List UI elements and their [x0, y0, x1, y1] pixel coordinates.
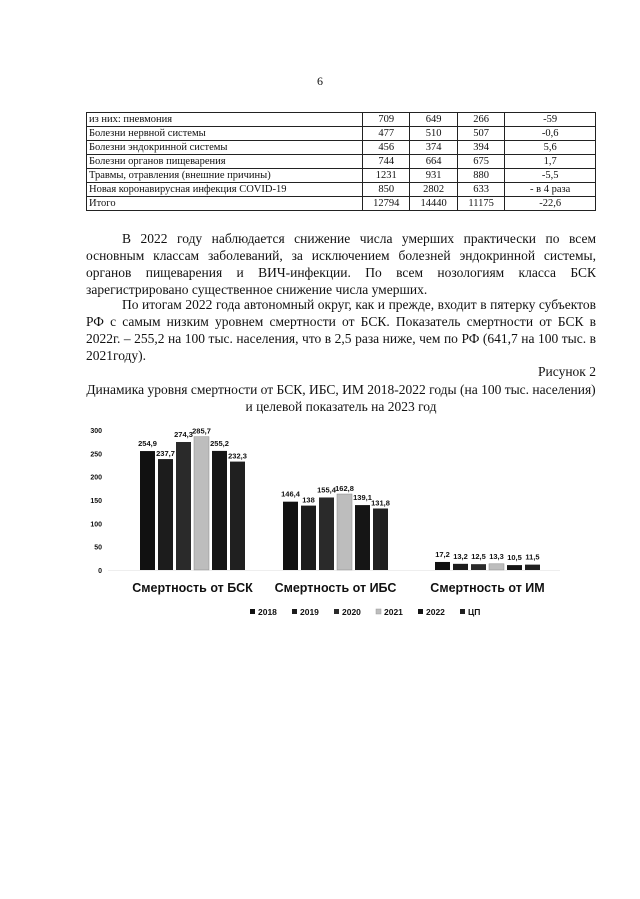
value-cell: 675	[457, 155, 504, 169]
data-label: 254,9	[138, 439, 157, 449]
legend-label: 2021	[384, 607, 403, 617]
data-label: 138	[302, 495, 315, 505]
change-cell: -0,6	[505, 127, 596, 141]
value-cell: 664	[410, 155, 457, 169]
paragraph-1-text: В 2022 году наблюдается снижение числа умерших практически по всем основным классам заболеваний, за исключением болезней эндокринной системы, органов пищеварения и ВИЧ-инфекции. По всем нозологиям класса БСК зарегистрировано существенное снижение числа умерших.	[86, 231, 596, 297]
bar-2018	[140, 451, 155, 570]
y-tick-label: 200	[90, 474, 102, 482]
y-tick-label: 250	[90, 451, 102, 459]
value-cell: 850	[363, 183, 410, 197]
change-cell: 5,6	[505, 141, 596, 155]
data-label: 13,2	[453, 551, 468, 561]
row-name: Болезни нервной системы	[87, 127, 363, 141]
legend-label: ЦП	[468, 607, 481, 617]
data-label: 10,5	[507, 553, 522, 563]
bar-2018	[435, 562, 450, 570]
row-name: Болезни эндокринной системы	[87, 141, 363, 155]
value-cell: 11175	[457, 197, 504, 211]
y-tick-label: 100	[90, 521, 102, 529]
paragraph-2	[86, 296, 596, 364]
figure-title: Динамика уровня смертности от БСК, ИБС, ИМ 2018-2022 годы (на 100 тыс. населения) и целевой показатель на 2023 год	[86, 382, 596, 414]
paragraph-1	[86, 230, 596, 298]
value-cell: 510	[410, 127, 457, 141]
mortality-table	[86, 112, 596, 211]
value-cell: 477	[363, 127, 410, 141]
value-cell: 709	[363, 113, 410, 127]
category-label: Смертность от ИБС	[274, 581, 397, 595]
bar-2020	[176, 442, 191, 570]
category-label: Смертность от ИМ	[430, 581, 545, 595]
page-number: 6	[317, 74, 323, 88]
value-cell: 14440	[410, 197, 457, 211]
category-label: Смертность от БСК	[132, 581, 253, 595]
table-row	[87, 113, 596, 127]
row-name: Травмы, отравления (внешние причины)	[87, 169, 363, 183]
legend-label: 2019	[300, 607, 319, 617]
row-name: из них: пневмония	[87, 113, 363, 127]
data-label: 232,3	[228, 451, 247, 461]
bar-2020	[319, 497, 334, 570]
paragraph-2-text: По итогам 2022 года автономный округ, как и прежде, входит в пятерку субъектов РФ с самым низким уровнем смертности от БСК. Показатель смертности от БСК в 2022г. – 255,2 на 100 тыс. населения, что в 2,5 раза ниже, чем по РФ (641,7 на 100 тыс. в 2021году).	[86, 297, 596, 363]
value-cell: 2802	[410, 183, 457, 197]
data-label: 146,4	[281, 489, 300, 499]
legend-swatch	[292, 609, 297, 614]
row-name: Итого	[87, 197, 363, 211]
bar-2019	[158, 459, 173, 570]
data-label: 162,8	[335, 484, 354, 494]
bar-2022	[212, 451, 227, 570]
y-tick-label: 150	[90, 498, 102, 505]
data-label: 274,3	[174, 429, 193, 439]
data-label: 13,3	[489, 551, 504, 561]
data-label: 17,2	[435, 549, 450, 559]
value-cell: 744	[363, 155, 410, 169]
table-row	[87, 155, 596, 169]
bar-2019	[301, 506, 316, 570]
value-cell: 633	[457, 183, 504, 197]
mortality-bar-chart	[80, 420, 570, 630]
bar-цп	[373, 508, 388, 570]
row-name: Болезни органов пищеварения	[87, 155, 363, 169]
change-cell: 1,7	[505, 155, 596, 169]
legend-label: 2022	[426, 607, 445, 617]
bar-2020	[471, 564, 486, 570]
data-label: 12,5	[471, 552, 486, 562]
value-cell: 1231	[363, 169, 410, 183]
table-row	[87, 183, 596, 197]
change-cell: -22,6	[505, 197, 596, 211]
legend-swatch	[376, 609, 381, 614]
data-label: 285,7	[192, 426, 211, 436]
value-cell: 394	[457, 141, 504, 155]
legend-label: 2018	[258, 607, 277, 617]
value-cell: 931	[410, 169, 457, 183]
table-row	[87, 197, 596, 211]
table-row	[87, 169, 596, 183]
data-label: 237,7	[156, 449, 175, 459]
value-cell: 266	[457, 113, 504, 127]
bar-2021	[489, 564, 504, 570]
bar-2021	[337, 494, 352, 570]
value-cell: 880	[457, 169, 504, 183]
legend-label: 2020	[342, 607, 361, 617]
data-label: 11,5	[525, 552, 540, 562]
change-cell: -5,5	[505, 169, 596, 183]
data-label: 139,1	[353, 493, 372, 503]
y-tick-label: 50	[94, 544, 102, 552]
change-cell: -59	[505, 113, 596, 127]
bar-цп	[230, 462, 245, 570]
legend-swatch	[418, 609, 423, 614]
value-cell: 456	[363, 141, 410, 155]
legend-swatch	[250, 609, 255, 614]
figure-label: Рисунок 2	[538, 364, 596, 379]
y-tick-label: 0	[98, 568, 102, 575]
y-tick-label: 300	[90, 428, 102, 435]
row-name: Новая коронавирусная инфекция COVID-19	[87, 183, 363, 197]
table-row	[87, 127, 596, 141]
bar-2021	[194, 437, 209, 570]
table-row	[87, 141, 596, 155]
change-cell: - в 4 раза	[505, 183, 596, 197]
bar-цп	[525, 565, 540, 570]
data-label: 131,8	[371, 498, 390, 508]
value-cell: 374	[410, 141, 457, 155]
legend-swatch	[460, 609, 465, 614]
legend-swatch	[334, 609, 339, 614]
bar-2022	[355, 505, 370, 570]
bar-2022	[507, 565, 522, 570]
bar-2019	[453, 564, 468, 570]
value-cell: 507	[457, 127, 504, 141]
value-cell: 12794	[363, 197, 410, 211]
value-cell: 649	[410, 113, 457, 127]
bar-2018	[283, 502, 298, 570]
data-label: 155,4	[317, 485, 336, 495]
data-label: 255,2	[210, 438, 229, 448]
